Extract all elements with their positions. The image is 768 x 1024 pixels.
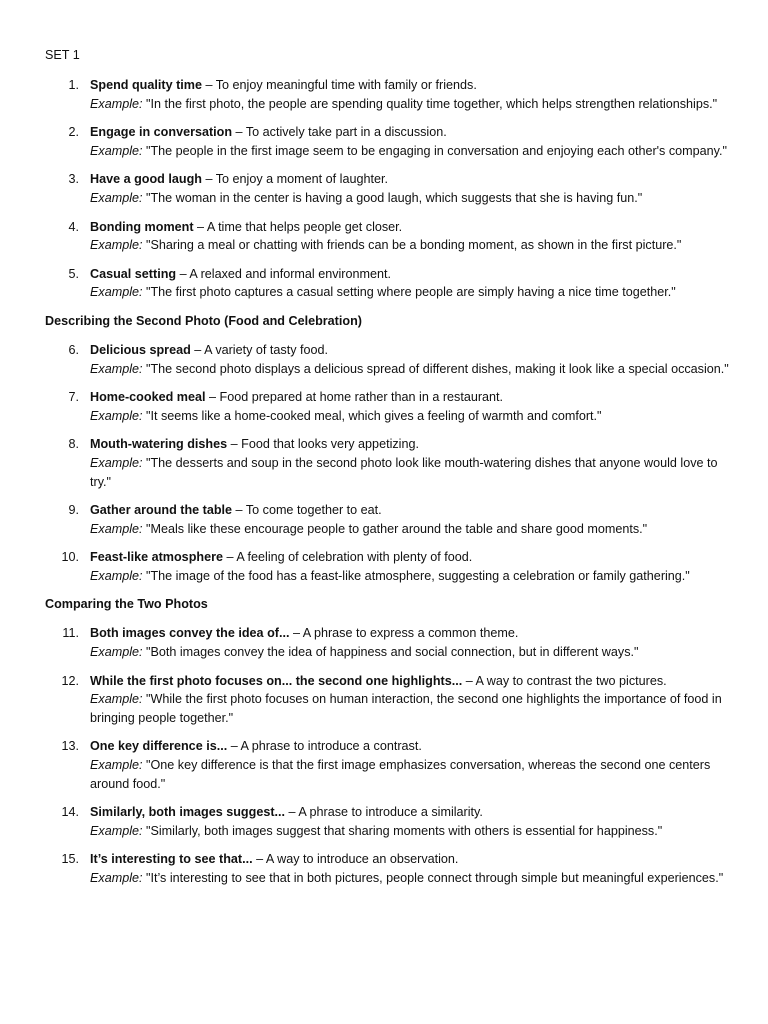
item-definition: A time that helps people get closer. <box>206 219 403 234</box>
section-heading: Comparing the Two Photos <box>45 597 208 612</box>
example-label: Example: <box>90 568 143 583</box>
vocabulary-list <box>45 341 738 586</box>
list-item: 15. It’s interesting to see that... – A way to introduce an observation. Example: "It’s interesting to see that in both pictures, people connect through simple but meaningful experiences." <box>45 850 738 887</box>
item-term: Delicious spread <box>90 342 191 357</box>
item-term: Gather around the table <box>90 503 233 518</box>
list-item: 2. Engage in conversation – To actively take part in a discussion. Example: "The people in the first image seem to be engaging in conversation and enjoying each other's company." <box>45 123 738 160</box>
item-definition: A variety of tasty food. <box>204 342 329 357</box>
example-label: Example: <box>90 96 143 111</box>
item-number: 11. <box>62 626 79 641</box>
item-number: 9. <box>68 503 79 518</box>
page-title: SET 1 <box>45 48 80 62</box>
item-definition: Food prepared at home rather than in a restaurant. <box>219 390 504 405</box>
item-number: 2. <box>68 125 79 140</box>
item-number: 14. <box>61 805 79 820</box>
example-line <box>90 643 738 662</box>
item-number: 6. <box>68 342 79 357</box>
example-label: Example: <box>90 645 143 660</box>
example-text: "It’s interesting to see that in both pictures, people connect through simple but meaningful experiences." <box>146 871 724 885</box>
example-line <box>90 690 738 727</box>
example-label: Example: <box>90 285 143 300</box>
list-item: 13. One key difference is... – A phrase to introduce a contrast. Example: "One key difference is that the first image emphasizes conversation, whereas the second one centers around food." <box>45 737 738 793</box>
item-definition: To actively take part in a discussion. <box>245 125 447 140</box>
example-line <box>90 95 738 114</box>
item-number: 8. <box>68 437 79 452</box>
example-text: "Meals like these encourage people to gather around the table and share good moments." <box>146 521 648 536</box>
list-item: 14. Similarly, both images suggest... – A phrase to introduce a similarity. Example: "Similarly, both images suggest that sharing moments with others is essential for happiness." <box>45 803 738 840</box>
example-line <box>90 869 738 888</box>
example-label: Example: <box>90 692 143 707</box>
item-number: 1. <box>68 78 79 92</box>
example-line <box>90 283 738 302</box>
list-item: 12. While the first photo focuses on... the second one highlights... – A way to contrast the two pictures. Example: "While the first photo focuses on human interaction, the second one highlights the importance of food in bringing people together." <box>45 672 738 728</box>
list-item: 6. Delicious spread – A variety of tasty food. Example: "The second photo displays a delicious spread of different dishes, making it look like a special occasion." <box>45 341 738 378</box>
item-term: While the first photo focuses on... the second one highlights... <box>90 673 463 688</box>
item-number: 13. <box>61 739 79 754</box>
item-term: Both images convey the idea of... <box>90 626 290 641</box>
example-label: Example: <box>90 361 143 376</box>
list-item: 11. Both images convey the idea of... – A phrase to express a common theme. Example: "Both images convey the idea of happiness and social connection, but in different ways." <box>45 624 738 661</box>
example-text: "Similarly, both images suggest that sharing moments with others is essential for happiness." <box>146 823 663 838</box>
example-label: Example: <box>90 143 143 158</box>
document-body <box>45 76 738 888</box>
item-definition: Food that looks very appetizing. <box>241 437 419 452</box>
item-number: 3. <box>68 172 79 187</box>
example-line <box>90 520 738 539</box>
example-text: "Sharing a meal or chatting with friends can be a bonding moment, as shown in the first picture." <box>146 238 682 253</box>
example-text: "The people in the first image seem to be engaging in conversation and enjoying each other's company." <box>146 143 727 158</box>
item-definition: A feeling of celebration with plenty of food. <box>236 550 473 565</box>
example-line <box>90 454 738 491</box>
example-label: Example: <box>90 238 143 253</box>
list-item: 9. Gather around the table – To come together to eat. Example: "Meals like these encourage people to gather around the table and share good moments." <box>45 501 738 538</box>
item-term: Mouth-watering dishes <box>90 437 228 452</box>
example-text: "The image of the food has a feast-like atmosphere, suggesting a celebration or family gathering." <box>146 568 690 583</box>
list-item: 1. Spend quality time – To enjoy meaningful time with family or friends. Example: "In the first photo, the people are spending quality time together, which helps strengthen relationships." <box>45 76 738 113</box>
example-line <box>90 567 738 586</box>
item-number: 10. <box>61 550 79 565</box>
example-label: Example: <box>90 521 143 536</box>
example-line <box>90 236 738 255</box>
item-definition: A relaxed and informal environment. <box>189 266 392 281</box>
example-label: Example: <box>90 190 143 205</box>
item-definition: A phrase to express a common theme. <box>302 626 519 641</box>
item-definition: A way to contrast the two pictures. <box>475 673 667 688</box>
item-term: Bonding moment <box>90 219 194 234</box>
list-item: 7. Home-cooked meal – Food prepared at home rather than in a restaurant. Example: "It seems like a home-cooked meal, which gives a feeling of warmth and comfort." <box>45 388 738 425</box>
item-term: Spend quality time <box>90 78 202 92</box>
example-label: Example: <box>90 871 143 885</box>
item-definition: To enjoy meaningful time with family or friends. <box>215 78 477 92</box>
item-definition: To come together to eat. <box>245 503 382 518</box>
list-item: 10. Feast-like atmosphere – A feeling of celebration with plenty of food. Example: "The image of the food has a feast-like atmosphere, suggesting a celebration or family gathering." <box>45 548 738 585</box>
list-item: 8. Mouth-watering dishes – Food that looks very appetizing. Example: "The desserts and soup in the second photo look like mouth-watering dishes that anyone would love to try." <box>45 435 738 491</box>
item-number: 7. <box>68 390 79 405</box>
item-definition: A way to introduce an observation. <box>265 852 459 867</box>
list-item: 3. Have a good laugh – To enjoy a moment of laughter. Example: "The woman in the center is having a good laugh, which suggests that she is having fun." <box>45 170 738 207</box>
example-label: Example: <box>90 455 143 470</box>
example-line <box>90 189 738 208</box>
example-text: "Both images convey the idea of happiness and social connection, but in different ways." <box>146 645 639 660</box>
example-line <box>90 756 738 793</box>
example-text: "In the first photo, the people are spending quality time together, which helps strengthen relationships." <box>146 96 718 111</box>
item-term: Home-cooked meal <box>90 390 206 405</box>
example-text: "The desserts and soup in the second photo look like mouth-watering dishes that anyone would love to try." <box>90 455 718 489</box>
section-heading: Describing the Second Photo (Food and Celebration) <box>45 313 362 328</box>
example-label: Example: <box>90 758 143 773</box>
item-term: Feast-like atmosphere <box>90 550 223 565</box>
example-label: Example: <box>90 408 143 423</box>
item-term: Have a good laugh <box>90 172 202 187</box>
list-item: 5. Casual setting – A relaxed and informal environment. Example: "The first photo captures a casual setting where people are simply having a nice time together." <box>45 265 738 302</box>
item-number: 15. <box>61 852 79 867</box>
example-line <box>90 407 738 426</box>
item-term: Engage in conversation <box>90 125 233 140</box>
item-term: One key difference is... <box>90 739 228 754</box>
vocabulary-list <box>45 76 738 302</box>
example-text: "It seems like a home-cooked meal, which gives a feeling of warmth and comfort." <box>146 408 602 423</box>
item-number: 12. <box>61 673 79 688</box>
example-line <box>90 142 738 161</box>
item-number: 5. <box>68 266 79 281</box>
list-item: 4. Bonding moment – A time that helps people get closer. Example: "Sharing a meal or chatting with friends can be a bonding moment, as shown in the first picture." <box>45 218 738 255</box>
example-text: "While the first photo focuses on human interaction, the second one highlights the importance of food in bringing people together." <box>90 692 722 725</box>
item-term: Similarly, both images suggest... <box>90 805 286 820</box>
item-term: It’s interesting to see that... <box>90 852 253 867</box>
example-text: "One key difference is that the first image emphasizes conversation, whereas the second one centers around food." <box>90 758 711 791</box>
example-text: "The first photo captures a casual setting where people are simply having a nice time together." <box>146 285 676 300</box>
example-label: Example: <box>90 823 143 838</box>
example-text: "The woman in the center is having a good laugh, which suggests that she is having fun." <box>146 190 643 205</box>
example-line <box>90 822 738 841</box>
item-number: 4. <box>68 219 79 234</box>
item-definition: A phrase to introduce a contrast. <box>240 739 422 754</box>
item-term: Casual setting <box>90 266 177 281</box>
item-definition: A phrase to introduce a similarity. <box>298 805 483 820</box>
example-line <box>90 360 738 379</box>
vocabulary-list <box>45 624 738 887</box>
example-text: "The second photo displays a delicious spread of different dishes, making it look like a special occasion." <box>146 361 729 376</box>
item-definition: To enjoy a moment of laughter. <box>215 172 388 187</box>
